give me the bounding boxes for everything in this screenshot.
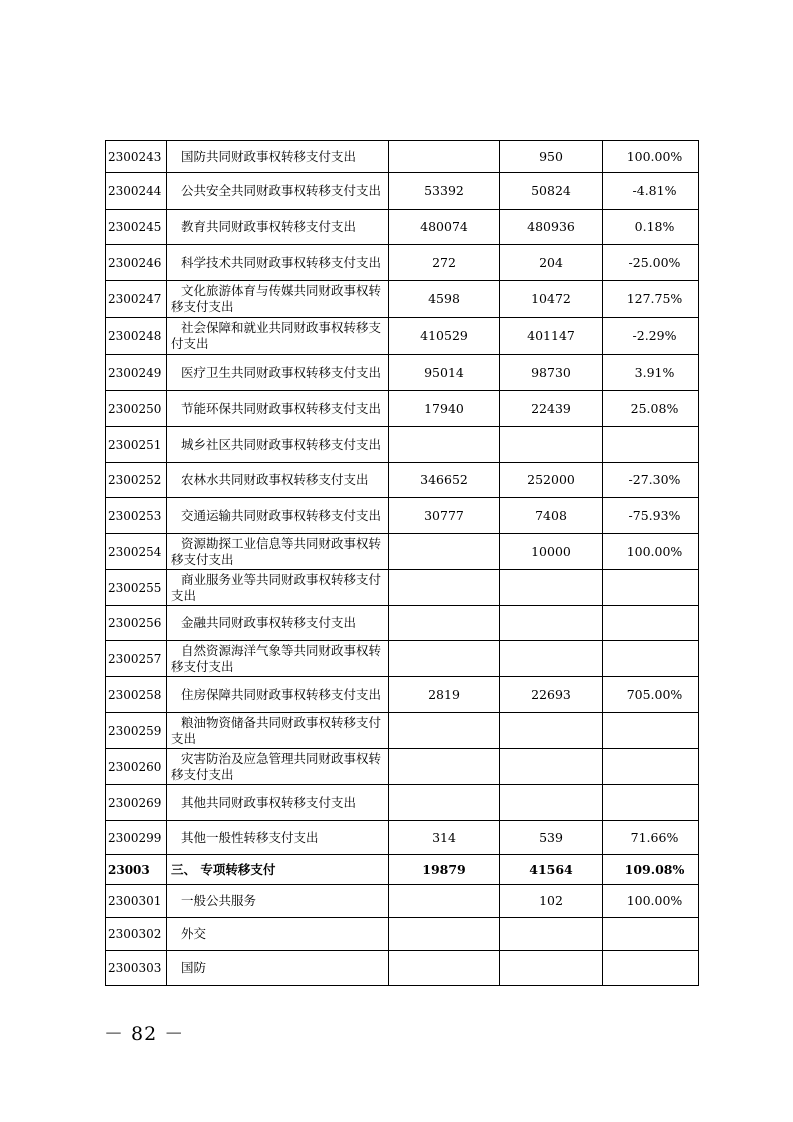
item-name-text: 交通运输共同财政事权转移支付支出 xyxy=(181,507,382,523)
item-name-text: 住房保障共同财政事权转移支付支出 xyxy=(181,686,382,702)
cell-value-current xyxy=(500,713,603,749)
cell-code: 2300269 xyxy=(106,785,167,821)
table-row xyxy=(106,713,699,749)
cell-item-name xyxy=(167,606,389,641)
table-row xyxy=(106,141,699,173)
cell-item-name xyxy=(167,713,389,749)
cell-item-name xyxy=(167,885,389,918)
table-row xyxy=(106,281,699,318)
cell-change-percent xyxy=(603,427,699,463)
cell-item-name xyxy=(167,463,389,498)
cell-value-previous xyxy=(389,606,500,641)
cell-item-name xyxy=(167,427,389,463)
cell-value-previous xyxy=(389,885,500,918)
cell-code: 2300249 xyxy=(106,355,167,391)
cell-value-current xyxy=(500,427,603,463)
cell-value-previous xyxy=(389,713,500,749)
cell-code: 2300302 xyxy=(106,918,167,951)
cell-value-previous xyxy=(389,749,500,785)
cell-item-name xyxy=(167,281,389,318)
cell-item-name xyxy=(167,173,389,210)
cell-change-percent xyxy=(603,785,699,821)
cell-code: 2300243 xyxy=(106,141,167,173)
item-name-text: 社会保障和就业共同财政事权转移支付支出 xyxy=(171,320,382,351)
cell-value-previous xyxy=(389,141,500,173)
cell-code: 2300247 xyxy=(106,281,167,318)
cell-change-percent: -27.30% xyxy=(603,463,699,498)
cell-code: 2300250 xyxy=(106,391,167,427)
item-name-text: 粮油物资储备共同财政事权转移支付支出 xyxy=(171,714,382,746)
cell-value-current xyxy=(500,918,603,951)
cell-value-current: 204 xyxy=(500,245,603,281)
cell-item-name xyxy=(167,355,389,391)
cell-item-name xyxy=(167,391,389,427)
item-name-text: 灾害防治及应急管理共同财政事权转移支付支出 xyxy=(171,750,382,782)
page-number: － 82 － xyxy=(104,1023,185,1045)
table-row xyxy=(106,210,699,245)
cell-code: 2300255 xyxy=(106,570,167,606)
cell-value-current: 50824 xyxy=(500,173,603,210)
cell-item-name xyxy=(167,534,389,570)
cell-code: 2300259 xyxy=(106,713,167,749)
budget-table xyxy=(105,140,699,986)
cell-value-previous: 19879 xyxy=(389,855,500,885)
cell-change-percent: 3.91% xyxy=(603,355,699,391)
cell-item-name xyxy=(167,785,389,821)
cell-value-current: 7408 xyxy=(500,498,603,534)
cell-change-percent: 100.00% xyxy=(603,534,699,570)
table-row xyxy=(106,749,699,785)
cell-value-previous xyxy=(389,951,500,986)
table-row xyxy=(106,918,699,951)
cell-item-name xyxy=(167,749,389,785)
cell-value-previous xyxy=(389,918,500,951)
cell-change-percent: -75.93% xyxy=(603,498,699,534)
cell-value-current: 98730 xyxy=(500,355,603,391)
item-name-text: 农林水共同财政事权转移支付支出 xyxy=(181,472,369,487)
cell-value-current: 950 xyxy=(500,141,603,173)
item-name-text: 国防共同财政事权转移支付支出 xyxy=(181,148,357,164)
cell-item-name xyxy=(167,570,389,606)
table-row xyxy=(106,534,699,570)
table-row xyxy=(106,951,699,986)
cell-value-previous: 480074 xyxy=(389,210,500,245)
item-name-text: 公共安全共同财政事权转移支付支出 xyxy=(181,183,382,198)
table-row xyxy=(106,318,699,355)
item-name-text: 文化旅游体育与传媒共同财政事权转移支付支出 xyxy=(171,283,382,314)
item-name-text: 外交 xyxy=(181,926,207,941)
cell-change-percent xyxy=(603,570,699,606)
item-name-text: 商业服务业等共同财政事权转移支付支出 xyxy=(171,571,382,603)
cell-change-percent xyxy=(603,918,699,951)
cell-change-percent: -25.00% xyxy=(603,245,699,281)
cell-value-previous: 314 xyxy=(389,821,500,855)
cell-code: 2300252 xyxy=(106,463,167,498)
cell-item-name xyxy=(167,951,389,986)
cell-code: 2300245 xyxy=(106,210,167,245)
cell-change-percent: 705.00% xyxy=(603,677,699,713)
cell-change-percent: 71.66% xyxy=(603,821,699,855)
cell-value-previous xyxy=(389,570,500,606)
table-row xyxy=(106,785,699,821)
cell-change-percent: 100.00% xyxy=(603,141,699,173)
table-row xyxy=(106,355,699,391)
cell-value-previous xyxy=(389,641,500,677)
table-row xyxy=(106,606,699,641)
cell-value-previous: 53392 xyxy=(389,173,500,210)
item-name-text: 其他一般性转移支付支出 xyxy=(181,829,319,845)
cell-value-current xyxy=(500,641,603,677)
cell-item-name xyxy=(167,318,389,355)
cell-value-current xyxy=(500,749,603,785)
table-row xyxy=(106,821,699,855)
cell-change-percent xyxy=(603,641,699,677)
cell-value-previous: 410529 xyxy=(389,318,500,355)
cell-value-previous: 4598 xyxy=(389,281,500,318)
table-row xyxy=(106,641,699,677)
cell-value-current: 539 xyxy=(500,821,603,855)
cell-value-current xyxy=(500,606,603,641)
table-row xyxy=(106,173,699,210)
cell-value-previous: 346652 xyxy=(389,463,500,498)
cell-code: 2300258 xyxy=(106,677,167,713)
item-name-text: 其他共同财政事权转移支付支出 xyxy=(181,794,357,810)
item-name-text: 资源勘探工业信息等共同财政事权转移支付支出 xyxy=(171,535,382,567)
cell-value-previous xyxy=(389,785,500,821)
cell-value-previous: 30777 xyxy=(389,498,500,534)
cell-item-name xyxy=(167,141,389,173)
cell-value-current: 401147 xyxy=(500,318,603,355)
item-name-text: 节能环保共同财政事权转移支付支出 xyxy=(181,400,382,416)
cell-code: 2300253 xyxy=(106,498,167,534)
cell-item-name xyxy=(167,210,389,245)
item-name-text: 国防 xyxy=(181,960,207,975)
cell-change-percent xyxy=(603,713,699,749)
cell-change-percent: 109.08% xyxy=(603,855,699,885)
cell-value-current: 41564 xyxy=(500,855,603,885)
cell-value-previous: 2819 xyxy=(389,677,500,713)
cell-item-name xyxy=(167,498,389,534)
cell-item-name xyxy=(167,641,389,677)
cell-item-name xyxy=(167,821,389,855)
cell-change-percent: 127.75% xyxy=(603,281,699,318)
cell-value-current: 10472 xyxy=(500,281,603,318)
table-row xyxy=(106,427,699,463)
cell-value-current xyxy=(500,951,603,986)
cell-change-percent xyxy=(603,951,699,986)
cell-code: 23003 xyxy=(106,855,167,885)
item-name-text: 自然资源海洋气象等共同财政事权转移支付支出 xyxy=(171,642,382,674)
item-name-text: 科学技术共同财政事权转移支付支出 xyxy=(181,254,382,270)
table-row xyxy=(106,498,699,534)
cell-value-current xyxy=(500,570,603,606)
cell-value-current: 22693 xyxy=(500,677,603,713)
cell-code: 2300248 xyxy=(106,318,167,355)
table-row xyxy=(106,855,699,885)
cell-value-previous xyxy=(389,427,500,463)
cell-code: 2300301 xyxy=(106,885,167,918)
cell-value-previous: 95014 xyxy=(389,355,500,391)
table-row xyxy=(106,463,699,498)
cell-code: 2300299 xyxy=(106,821,167,855)
cell-item-name xyxy=(167,677,389,713)
cell-value-current: 480936 xyxy=(500,210,603,245)
item-name-text: 金融共同财政事权转移支付支出 xyxy=(181,615,357,630)
cell-code: 2300246 xyxy=(106,245,167,281)
table-row xyxy=(106,245,699,281)
cell-code: 2300256 xyxy=(106,606,167,641)
cell-change-percent: -4.81% xyxy=(603,173,699,210)
item-name-text: 城乡社区共同财政事权转移支付支出 xyxy=(181,436,382,452)
table-row xyxy=(106,391,699,427)
cell-change-percent: 25.08% xyxy=(603,391,699,427)
cell-change-percent: -2.29% xyxy=(603,318,699,355)
table-body xyxy=(106,141,699,986)
cell-value-previous xyxy=(389,534,500,570)
cell-code: 2300303 xyxy=(106,951,167,986)
cell-code: 2300244 xyxy=(106,173,167,210)
cell-value-current: 252000 xyxy=(500,463,603,498)
cell-code: 2300257 xyxy=(106,641,167,677)
cell-value-current: 10000 xyxy=(500,534,603,570)
cell-change-percent: 100.00% xyxy=(603,885,699,918)
cell-item-name xyxy=(167,245,389,281)
cell-item-name xyxy=(167,918,389,951)
cell-item-name xyxy=(167,855,389,885)
cell-value-current xyxy=(500,785,603,821)
cell-code: 2300251 xyxy=(106,427,167,463)
cell-value-previous: 17940 xyxy=(389,391,500,427)
cell-code: 2300254 xyxy=(106,534,167,570)
cell-change-percent xyxy=(603,749,699,785)
item-name-text: 医疗卫生共同财政事权转移支付支出 xyxy=(181,364,382,380)
table-row xyxy=(106,677,699,713)
cell-value-previous: 272 xyxy=(389,245,500,281)
cell-change-percent xyxy=(603,606,699,641)
cell-value-current: 102 xyxy=(500,885,603,918)
cell-change-percent: 0.18% xyxy=(603,210,699,245)
item-name-text: 教育共同财政事权转移支付支出 xyxy=(181,219,357,234)
table-row xyxy=(106,570,699,606)
cell-value-current: 22439 xyxy=(500,391,603,427)
item-name-text: 一般公共服务 xyxy=(181,893,257,908)
cell-code: 2300260 xyxy=(106,749,167,785)
table-row xyxy=(106,885,699,918)
item-name-text: 三、 专项转移支付 xyxy=(171,861,276,877)
